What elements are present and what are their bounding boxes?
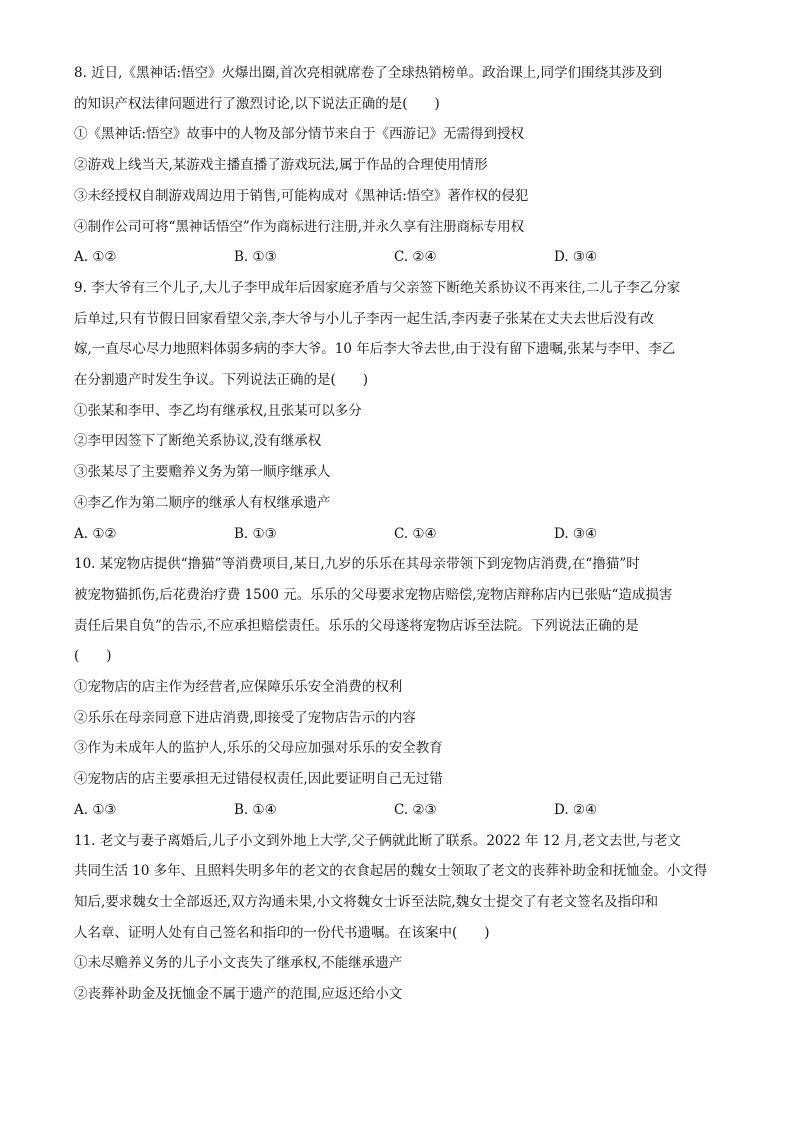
option-c: C. ②③ <box>394 801 437 818</box>
question-stem-line: 11. 老文与妻子离婚后,儿子小文到外地上大学,父子俩就此断了联系。2022 年 12 月,老文去世,与老文 <box>74 832 681 849</box>
question-10 <box>74 549 726 825</box>
statement: ④宠物店的店主要承担无过错侵权责任,因此要证明自己无过错 <box>74 771 443 788</box>
statement: ④李乙作为第二顺序的继承人有权继承遗产 <box>74 494 331 511</box>
question-stem-line: 后单过,只有节假日回家看望父亲,李大爷与小儿子李丙一起生活,李丙妻子张某在丈夫去世后没有改 <box>74 310 654 327</box>
question-stem-line: 共同生活 10 多年、且照料失明多年的老文的衣食起居的魏女士领取了老文的丧葬补助金和抚恤金。小文得 <box>74 863 708 880</box>
question-stem-line: 的知识产权法律问题进行了激烈讨论,以下说法正确的是( ) <box>74 95 440 112</box>
question-stem-line: 在分割遗产时发生争议。下列说法正确的是( ) <box>74 372 369 389</box>
option-d: D. ③④ <box>554 249 598 266</box>
statement: ②丧葬补助金及抚恤金不属于遗产的范围,应返还给小文 <box>74 986 403 1003</box>
statement: ②李甲因签下了断绝关系协议,没有继承权 <box>74 433 322 450</box>
option-a: A. ①③ <box>74 801 117 818</box>
statement: ②乐乐在母亲同意下进店消费,即接受了宠物店告示的内容 <box>74 709 416 726</box>
question-stem-line: 知后,要求魏女士全部返还,双方沟通未果,小文将魏女士诉至法院,魏女士提交了有老文签名及指印和 <box>74 893 659 910</box>
question-9 <box>74 273 726 549</box>
option-b: B. ①④ <box>234 801 277 818</box>
document-page <box>74 58 726 1010</box>
statement: ①张某和李甲、李乙均有继承权,且张某可以多分 <box>74 402 362 419</box>
answer-options <box>74 519 726 550</box>
answer-options <box>74 795 726 826</box>
statement: ①《黑神话:悟空》故事中的人物及部分情节来自于《西游记》无需得到授权 <box>74 126 525 143</box>
question-stem-line: 8. 近日,《黑神话:悟空》火爆出圈,首次亮相就席卷了全球热销榜单。政治课上,同学们围绕其涉及到 <box>74 65 663 81</box>
option-d: D. ②④ <box>554 801 598 818</box>
question-stem-line: 10. 某宠物店提供“撸猫”等消费项目,某日,九岁的乐乐在其母亲带领下到宠物店消费,在“撸猫”时 <box>74 556 640 573</box>
question-stem-line: 被宠物猫抓伤,后花费治疗费 1500 元。乐乐的父母要求宠物店赔偿,宠物店辩称店内已张贴“造成损害 <box>74 586 673 603</box>
statement: ③作为未成年人的监护人,乐乐的父母应加强对乐乐的安全教育 <box>74 740 443 757</box>
answer-options <box>74 242 726 273</box>
option-a: A. ①② <box>74 249 117 266</box>
question-stem-line: 人名章、证明人处有自己签名和指印的一份代书遗嘱。在该案中( ) <box>74 924 490 941</box>
statement: ③张某尽了主要赡养义务为第一顺序继承人 <box>74 464 331 481</box>
option-c: C. ②④ <box>394 249 437 266</box>
option-c: C. ①④ <box>394 525 437 542</box>
question-8 <box>74 58 726 273</box>
question-stem-line: ( ) <box>74 648 112 665</box>
option-a: A. ①② <box>74 525 117 542</box>
statement: ③未经授权自制游戏周边用于销售,可能构成对《黑神话:悟空》著作权的侵犯 <box>74 187 529 204</box>
statement: ①宠物店的店主作为经营者,应保障乐乐安全消费的权利 <box>74 679 403 696</box>
statement: ④制作公司可将“黑神话悟空”作为商标进行注册,并永久享有注册商标专用权 <box>74 218 525 235</box>
option-d: D. ③④ <box>554 525 598 542</box>
option-b: B. ①③ <box>234 525 277 542</box>
statement: ②游戏上线当天,某游戏主播直播了游戏玩法,属于作品的合理使用情形 <box>74 157 488 174</box>
question-stem-line: 9. 李大爷有三个儿子,大儿子李甲成年后因家庭矛盾与父亲签下断绝关系协议不再来往,二儿子李乙分家 <box>74 279 681 296</box>
option-b: B. ①③ <box>234 249 277 266</box>
question-stem-line: 嫁,一直尽心尽力地照料体弱多病的李大爷。10 年后李大爷去世,由于没有留下遗嘱,张某与李甲、李乙 <box>74 341 676 358</box>
question-stem-line: 责任后果自负”的告示,不应承担赔偿责任。乐乐的父母遂将宠物店诉至法院。下列说法正确的是 <box>74 617 639 634</box>
statement: ①未尽赡养义务的儿子小文丧失了继承权,不能继承遗产 <box>74 955 403 972</box>
question-11 <box>74 826 726 1010</box>
